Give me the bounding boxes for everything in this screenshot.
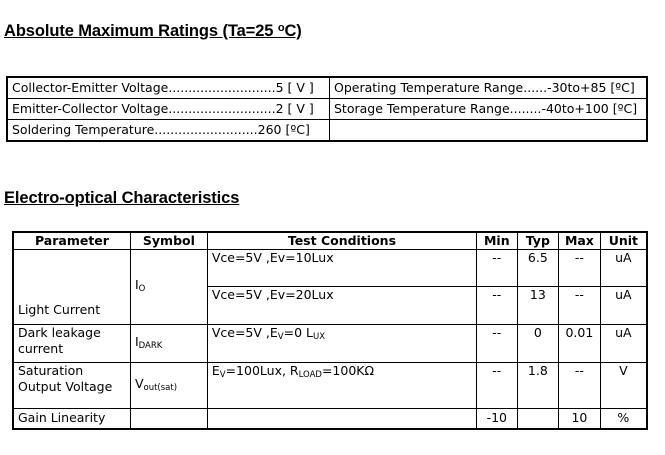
heading-suffix: C) bbox=[284, 22, 302, 40]
max-cell: -- bbox=[559, 250, 601, 287]
rating-cell: Emitter-Collector Voltage...........................2 [ V ] bbox=[7, 99, 330, 120]
min-cell: -- bbox=[477, 287, 518, 325]
max-cell: 0.01 bbox=[559, 325, 601, 363]
param-light-current: Light Current bbox=[13, 250, 130, 325]
typ-cell: 1.8 bbox=[517, 363, 559, 409]
min-cell: -- bbox=[477, 250, 518, 287]
header-parameter: Parameter bbox=[13, 232, 130, 250]
min-cell: -10 bbox=[477, 409, 518, 429]
ratings-table bbox=[6, 76, 648, 142]
max-cell: -- bbox=[559, 363, 601, 409]
max-cell: 10 bbox=[559, 409, 601, 429]
header-min: Min bbox=[477, 232, 518, 250]
rating-cell: Collector-Emitter Voltage...........................5 [ V ] bbox=[7, 77, 330, 99]
symbol-sub: DARK bbox=[138, 340, 163, 351]
symbol-gain bbox=[130, 409, 207, 429]
table-row bbox=[13, 409, 647, 429]
param-saturation: Saturation Output Voltage bbox=[13, 363, 130, 409]
table-row bbox=[13, 250, 647, 287]
heading-text: Absolute Maximum Ratings (Ta=25 bbox=[4, 22, 278, 40]
typ-cell: 13 bbox=[517, 287, 559, 325]
unit-cell: uA bbox=[600, 250, 647, 287]
cond-text: =100KΩ bbox=[321, 363, 375, 378]
rating-cell: Storage Temperature Range........-40to+100 [ºC] bbox=[330, 99, 648, 120]
cond-sub: LOAD bbox=[298, 370, 322, 380]
symbol-main: I bbox=[134, 277, 139, 292]
min-cell: -- bbox=[477, 325, 518, 363]
cond-text: E bbox=[211, 363, 220, 378]
electro-optical-heading: Electro-optical Characteristics bbox=[4, 189, 240, 207]
condition-cell bbox=[207, 363, 476, 409]
unit-cell: uA bbox=[600, 287, 647, 325]
unit-cell: V bbox=[600, 363, 647, 409]
table-row bbox=[13, 363, 647, 409]
header-symbol: Symbol bbox=[130, 232, 207, 250]
cond-sub: V bbox=[277, 332, 284, 342]
unit-cell: % bbox=[600, 409, 647, 429]
header-max: Max bbox=[559, 232, 601, 250]
symbol-sub: O bbox=[138, 284, 146, 294]
cond-sub: UX bbox=[312, 332, 326, 342]
table-row bbox=[13, 325, 647, 363]
unit-cell: uA bbox=[600, 325, 647, 363]
table-header-row bbox=[13, 232, 647, 250]
condition-cell: Vce=5V ,Ev=10Lux bbox=[207, 250, 476, 287]
rating-cell bbox=[330, 120, 648, 142]
param-dark-leakage: Dark leakage current bbox=[13, 325, 130, 363]
max-cell: -- bbox=[559, 287, 601, 325]
rating-cell: Soldering Temperature..........................260 [ºC] bbox=[7, 120, 330, 142]
table-row bbox=[7, 77, 647, 99]
electro-optical-table bbox=[12, 231, 648, 430]
condition-cell: Vce=5V ,Ev=20Lux bbox=[207, 287, 476, 325]
symbol-main: V bbox=[134, 375, 144, 391]
cond-text: Vce=5V ,E bbox=[211, 325, 278, 340]
condition-cell bbox=[207, 409, 476, 429]
table-row bbox=[7, 99, 647, 120]
header-unit: Unit bbox=[600, 232, 647, 250]
param-gain-linearity: Gain Linearity bbox=[13, 409, 130, 429]
degree-symbol: o bbox=[277, 22, 285, 34]
typ-cell bbox=[517, 409, 559, 429]
cond-sub: V bbox=[219, 370, 226, 380]
typ-cell: 6.5 bbox=[517, 250, 559, 287]
absolute-max-ratings-heading bbox=[4, 22, 302, 41]
symbol-dark bbox=[130, 325, 207, 363]
cond-text: =100Lux, R bbox=[225, 363, 299, 378]
symbol-sub: out(sat) bbox=[143, 382, 178, 393]
header-typ: Typ bbox=[517, 232, 559, 250]
table-row bbox=[7, 120, 647, 142]
typ-cell: 0 bbox=[517, 325, 559, 363]
header-test-conditions: Test Conditions bbox=[207, 232, 476, 250]
symbol-light-current bbox=[130, 250, 207, 325]
symbol-main: I bbox=[134, 333, 139, 349]
min-cell: -- bbox=[477, 363, 518, 409]
symbol-saturation bbox=[130, 363, 207, 409]
condition-cell bbox=[207, 325, 476, 363]
rating-cell: Operating Temperature Range......-30to+85 [ºC] bbox=[330, 77, 648, 99]
cond-text: =0 L bbox=[283, 325, 313, 340]
